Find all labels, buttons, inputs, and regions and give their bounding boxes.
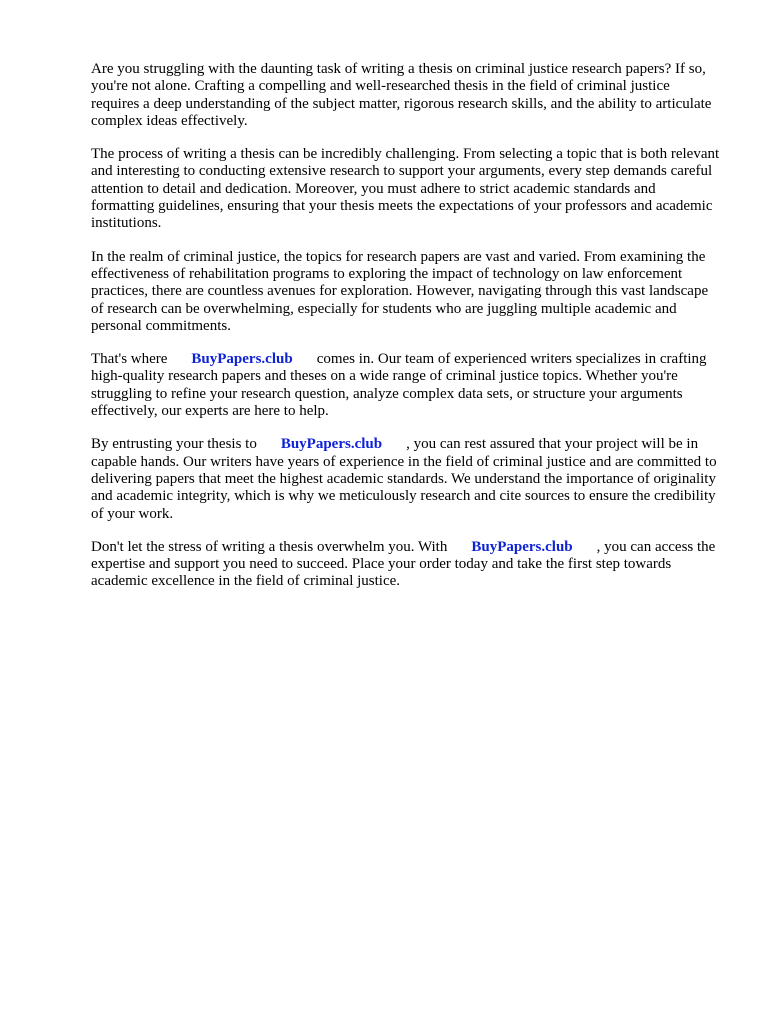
paragraph-closing — [91, 539, 721, 591]
paragraph-entrusting — [91, 436, 721, 522]
paragraph-process: The process of writing a thesis can be incredibly challenging. From selecting a topic that is both relevant and interesting to conducting extensive research to support your arguments, every step demands careful attention to detail and dedication. Moreover, you must adhere to strict academic standards and formatting guidelines, ensuring that your thesis meets the expectations of your professors and academic institutions. — [91, 146, 720, 232]
paragraph-text-before: That's where — [91, 351, 168, 368]
paragraph-text-before: By entrusting your thesis to — [91, 436, 257, 453]
paragraph-text-after: , you can access the expertise and support you need to succeed. Place your order today and take the first step towards academic excellence in the field of criminal justice. — [91, 538, 716, 590]
buypapers-link[interactable]: BuyPapers.club — [280, 436, 383, 453]
paragraph-text-before: Don't let the stress of writing a thesis overwhelm you. With — [91, 538, 448, 555]
paragraph-intro: Are you struggling with the daunting task of writing a thesis on criminal justice research papers? If so, you're not alone. Crafting a compelling and well-researched thesis in the field of criminal justice requires a deep understanding of the subject matter, rigorous research skills, and the ability to articulate complex ideas effectively. — [91, 61, 712, 129]
document-body — [91, 61, 721, 607]
paragraph-text-after: comes in. Our team of experienced writers specializes in crafting high-quality research papers and theses on a wide range of criminal justice topics. Whether you're struggling to refine your research question, analyze complex data sets, or structure your arguments effectively, our experts are here to help. — [91, 351, 707, 420]
paragraph-text-after: , you can rest assured that your project will be in capable hands. Our writers have years of experience in the field of criminal justice and are committed to delivering papers that meet the highest academic standards. We understand the importance of originality and academic integrity, which is why we meticulously research and cite sources to ensure the credibility of your work. — [91, 436, 717, 522]
paragraph-realm: In the realm of criminal justice, the topics for research papers are vast and varied. From examining the effectiveness of rehabilitation programs to exploring the impact of technology on law enforcement practices, there are countless avenues for exploration. However, navigating through this vast landscape of research can be overwhelming, especially for students who are juggling multiple academic and personal commitments. — [91, 248, 709, 334]
paragraph-thats-where — [91, 351, 721, 420]
buypapers-link[interactable]: BuyPapers.club — [471, 538, 573, 555]
buypapers-link[interactable]: BuyPapers.club — [191, 351, 293, 368]
